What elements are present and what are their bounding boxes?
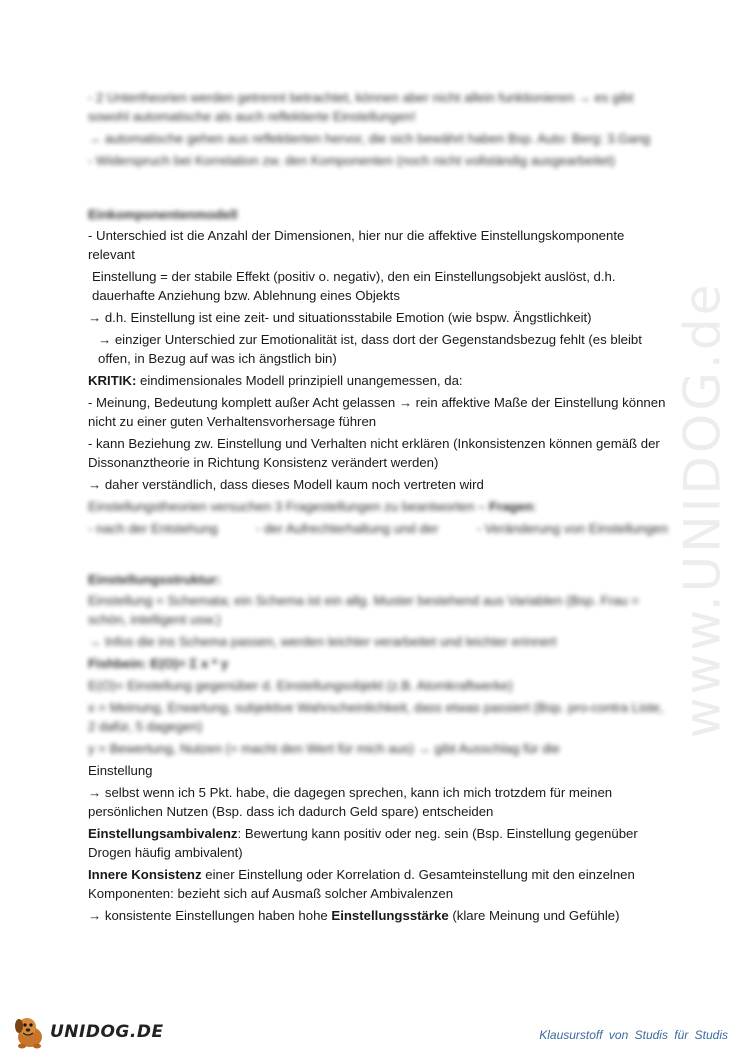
staerke-line xyxy=(88,906,668,925)
dog-icon xyxy=(10,1013,48,1051)
einstellungstheorien-text: Einstellungstheorien versuchen 3 Fragestellungen zu beantworten – xyxy=(88,499,486,514)
fragen-item-2: - der Aufrechterhaltung und der xyxy=(255,521,439,536)
fragen-item-3: - Veränderung von Einstellungen xyxy=(476,521,668,536)
line-emotion: → d.h. Einstellung ist eine zeit- und situationsstabile Emotion (wie bspw. Ängstlichkeit) xyxy=(88,310,592,325)
kritik-point-2: - kann Beziehung zw. Einstellung und Verhalten nicht erklären (Inkonsistenzen können gemäß der Dissonanztheorie in Richtung Konsistenz verändert werden) xyxy=(88,436,660,470)
blurred-intro-block xyxy=(88,88,668,170)
blurred-line-3: - Widerspruch bei Korrelation zw. den Komponenten (noch nicht vollständig ausgearbeitet) xyxy=(88,153,616,168)
line-definition: Einstellung = der stabile Effekt (positiv o. negativ), den ein Einstellungsobjekt auslöst, d.h. dauerhafte Anziehung bzw. Ablehnung eines Objekts xyxy=(92,269,616,303)
watermark-text: www.UNIDOG.de xyxy=(673,281,732,739)
struktur-line-2: → Infos die ins Schema passen, werden leichter verarbeitet und leichter erinnert xyxy=(88,634,557,649)
staerke-pre: → konsistente Einstellungen haben hohe xyxy=(88,908,332,923)
struktur-line-1: Einstellung = Schemata; ein Schema ist ein allg. Muster bestehend aus Variablen (Bsp. Frau = schön, intelligent usw.) xyxy=(88,593,640,627)
blurred-fragen-block xyxy=(88,497,668,538)
kritik-text: eindimensionales Modell prinzipiell unangemessen, da: xyxy=(136,373,463,388)
staerke-post: (klare Meinung und Gefühle) xyxy=(448,908,620,923)
blurred-line-2: → automatische gehen aus reflektierten hervor, die sich bewährt haben Bsp. Auto: Berg: 3.Gang xyxy=(88,131,651,146)
fragen-label: Fragen xyxy=(489,499,533,514)
kritik-point-3: → daher verständlich, dass dieses Modell kaum noch vertreten wird xyxy=(88,477,484,492)
ambivalenz-line xyxy=(88,824,668,862)
heading-einstellungsstruktur: Einstellungsstruktur: xyxy=(88,572,221,587)
blurred-struktur-block xyxy=(88,591,668,758)
konsistenz-line xyxy=(88,865,668,903)
document-body xyxy=(88,88,668,928)
kritik-point-1: - Meinung, Bedeutung komplett außer Acht gelassen → rein affektive Maße der Einstellung können nicht zu einer guten Verhaltensvorhersage führen xyxy=(88,395,666,429)
ambivalenz-label: Einstellungsambivalenz xyxy=(88,826,238,841)
einstellungstheorien-line: Einstellungstheorien versuchen 3 Fragestellungen zu beantworten – Fragen: xyxy=(88,499,537,514)
heading-einkomponentenmodell: Einkomponentenmodell xyxy=(88,207,238,222)
staerke-label: Einstellungsstärke xyxy=(331,908,449,923)
konsistenz-text: einer Einstellung oder Korrelation d. Gesamteinstellung mit den einzelnen Komponenten: bezieht sich auf Ausmaß solcher Ambivalenzen xyxy=(88,867,635,901)
struktur-line-6: y = Bewertung, Nutzen (= macht den Wert für mich aus) → gibt Ausschlag für die xyxy=(88,741,560,756)
kritik-line xyxy=(88,371,668,390)
struktur-line-5: x = Meinung, Erwartung, subjektive Wahrscheinlichkeit, dass etwas passiert (Bsp. pro-contra Liste, 2 dafür, 5 dagegen) xyxy=(88,700,664,734)
struktur-line-3: Fishbein: E(O)= Σ x * y xyxy=(88,656,229,671)
line-pkt: → selbst wenn ich 5 Pkt. habe, die dagegen sprechen, kann ich mich trotzdem für meinen persönlichen Nutzen (Bsp. dass ich dadurch Geld spare) entscheiden xyxy=(88,785,613,819)
footer-tagline: Klausurstoff von Studis für Studis xyxy=(539,1028,728,1042)
struktur-line-4: E(O)= Einstellung gegenüber d. Einstellungsobjekt (z.B. Atomkraftwerke) xyxy=(88,678,513,693)
blurred-line-1: - 2 Untertheorien werden getrennt betrachtet, können aber nicht allein funktionieren → es gibt sowohl automatische als auch reflektierte Einstellungen! xyxy=(88,90,634,124)
ambivalenz-text: : Bewertung kann positiv oder neg. sein (Bsp. Einstellung gegenüber Drogen häufig ambivalent) xyxy=(88,826,638,860)
line-einstellung: Einstellung xyxy=(88,763,153,778)
kritik-label: KRITIK: xyxy=(88,373,137,388)
unidog-watermark xyxy=(662,270,742,750)
fragen-item-1: - nach der Entstehung xyxy=(88,521,218,536)
line-unterschied-emotion: → einziger Unterschied zur Emotionalität ist, dass dort der Gegenstandsbezug fehlt (es bleibt offen, in Bezug auf was ich ängstlich bin) xyxy=(98,332,642,366)
line-unterschied: - Unterschied ist die Anzahl der Dimensionen, hier nur die affektive Einstellungskomponente relevant xyxy=(88,228,625,262)
konsistenz-label: Innere Konsistenz xyxy=(88,867,202,882)
unidog-logo[interactable] xyxy=(10,1012,170,1052)
logo-text: UNIDOG.DE xyxy=(50,1022,164,1042)
fragen-list xyxy=(88,519,668,538)
